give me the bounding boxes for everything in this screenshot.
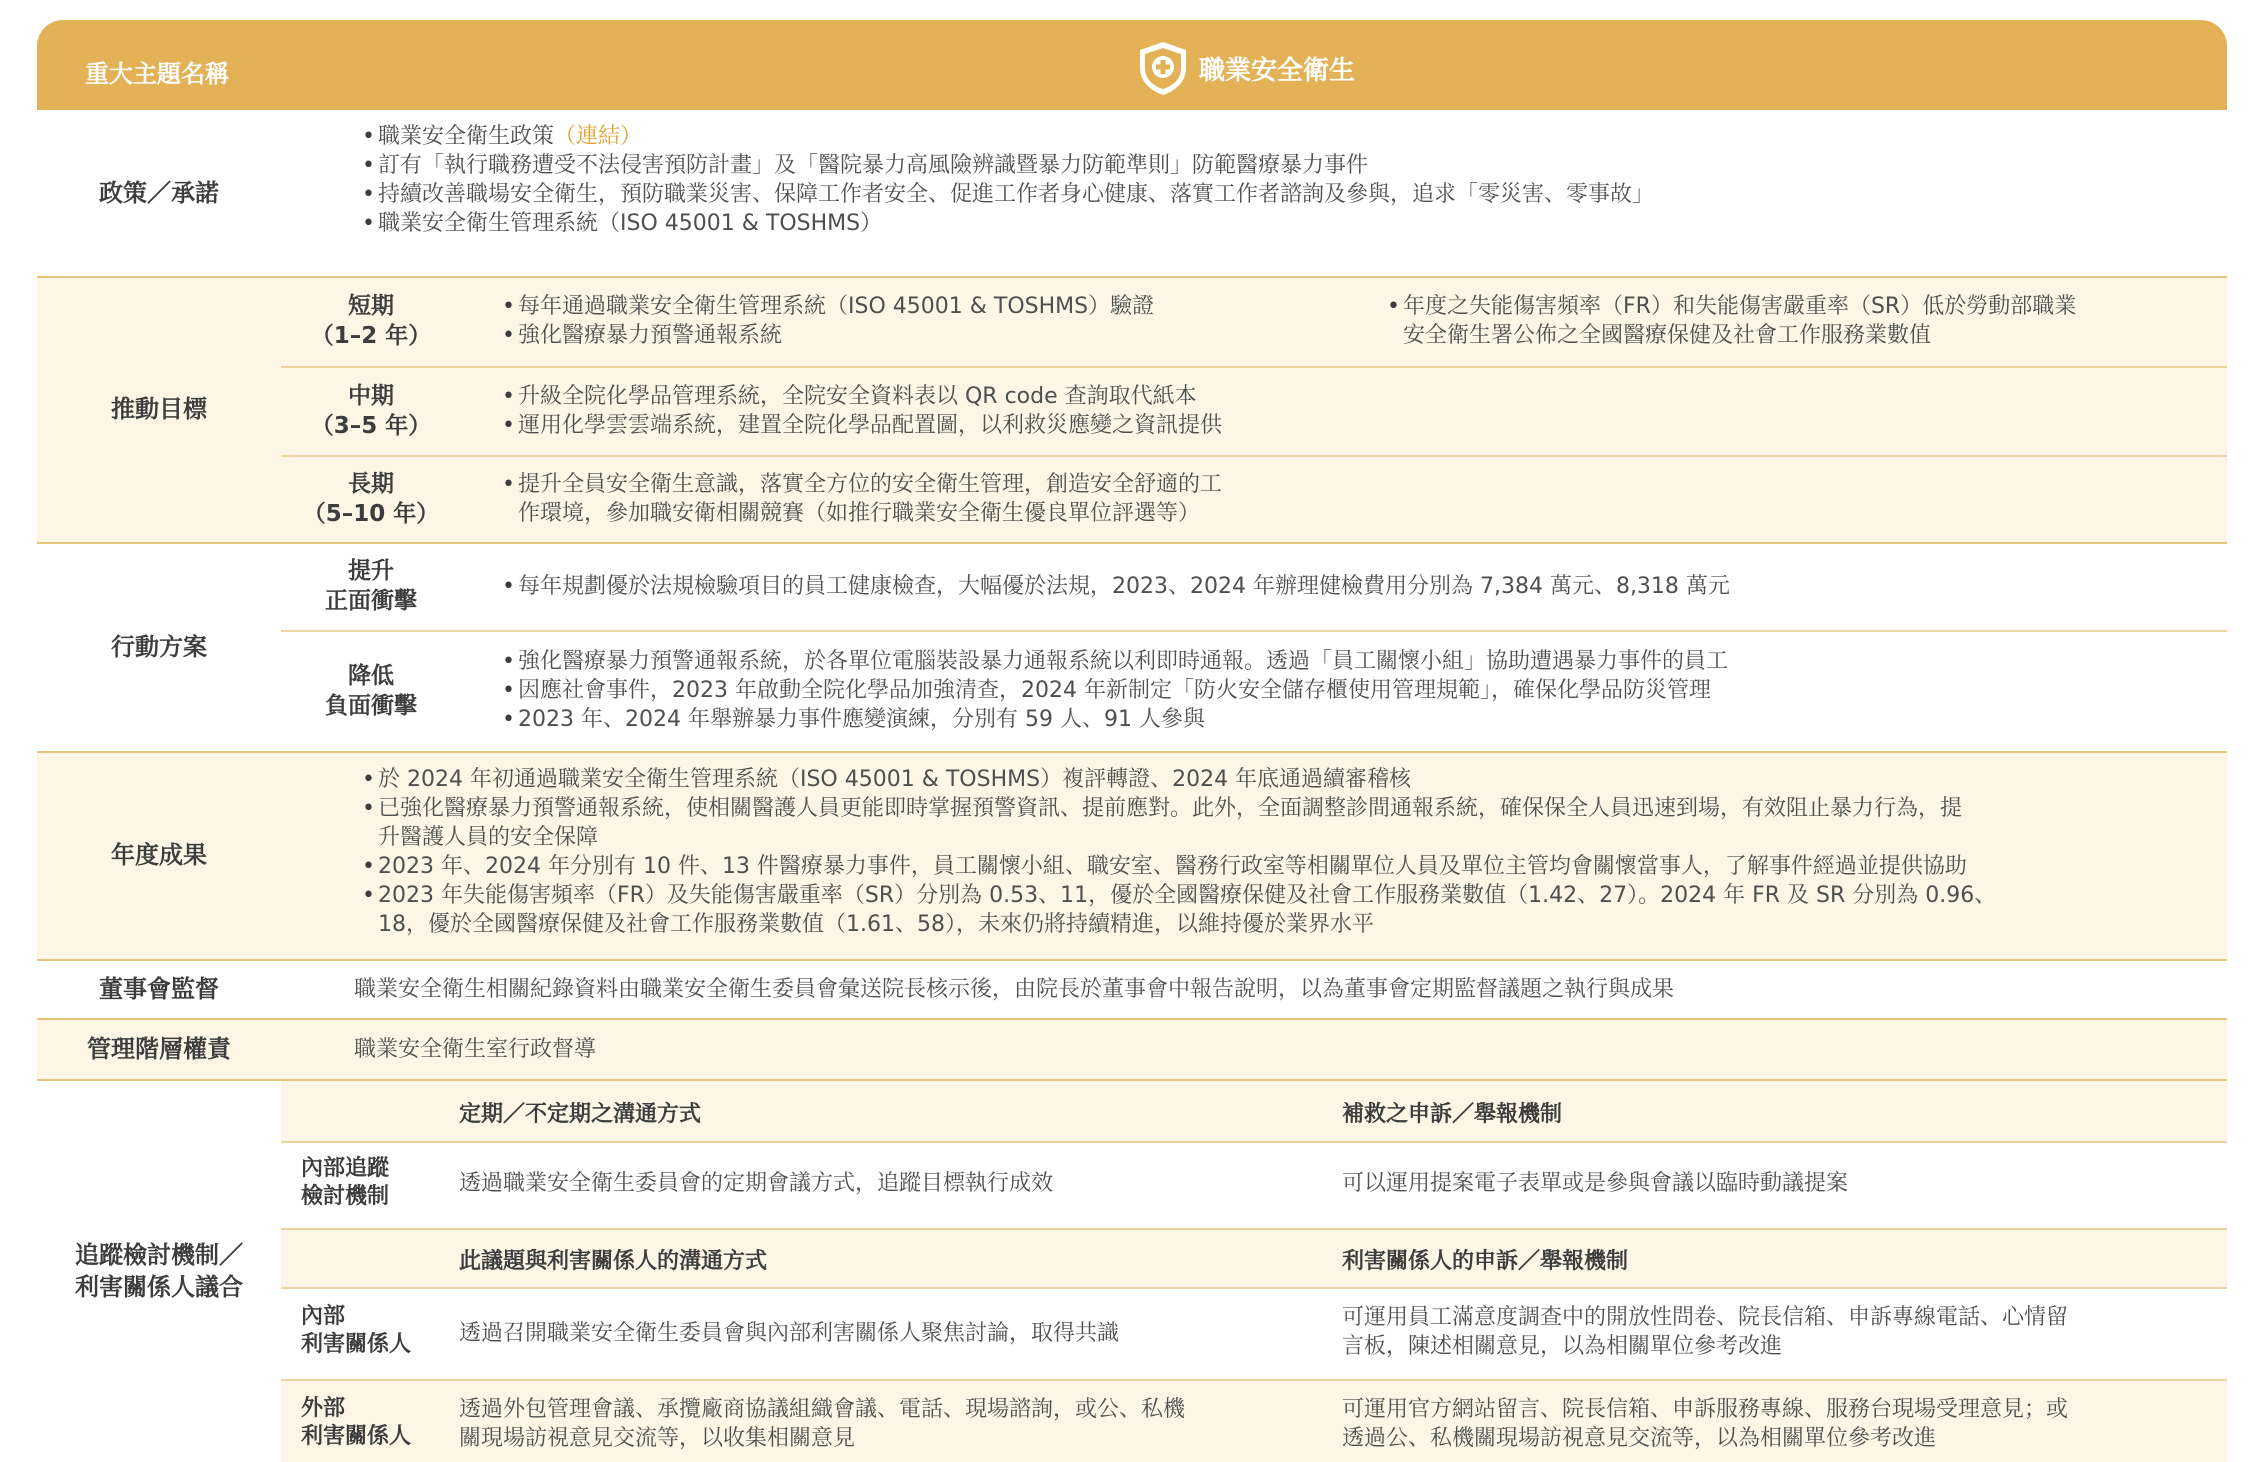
action-item: • 每年規劃優於法規檢驗項目的員工健康檢查，大幅優於法規，2023、2024 年辦理健檢費用分別為 7,384 萬元、8,318 萬元 — [502, 572, 1730, 601]
external-stakeholder-label: 外部 利害關係人 — [301, 1396, 412, 1449]
topic-table — [37, 20, 2227, 1451]
short-term-list — [502, 292, 1154, 350]
table-header — [37, 20, 2227, 110]
goals-label: 推動目標 — [111, 395, 207, 424]
shield-cross-icon — [1137, 40, 1189, 96]
column-title: 此議題與利害關係人的溝通方式 — [459, 1249, 768, 1274]
policy-list — [362, 122, 1654, 238]
mid-term-list — [502, 382, 1222, 440]
result-item: • 2023 年失能傷害頻率（FR）及失能傷害嚴重率（SR）分別為 0.53、11，優於全國醫療保健及社會工作服務業數值（1.42、27）。2024 年 FR 及 SR 分別為 0.96、 — [362, 881, 1996, 910]
goal-item: • 運用化學雲雲端系統，建置全院化學品配置圖，以利救災應變之資訊提供 — [502, 411, 1222, 440]
divider — [281, 630, 2227, 632]
column-title: 補救之申訴／舉報機制 — [1342, 1102, 1563, 1127]
divider — [281, 455, 2227, 457]
goals-section — [37, 278, 2227, 542]
external-stakeholder-left: 透過外包管理會議、承攬廠商協議組織會議、電話、現場諮詢，或公、私機 關現場訪視意見交流等，以收集相關意見 — [459, 1397, 1186, 1451]
internal-review-left: 透過職業安全衛生委員會的定期會議方式，追蹤目標執行成效 — [459, 1171, 1054, 1196]
mid-term-label: 中期 （3–5 年） — [310, 382, 432, 439]
goal-item: • 每年通過職業安全衛生管理系統（ISO 45001 & TOSHMS）驗證 — [502, 292, 1154, 321]
results-label: 年度成果 — [111, 841, 207, 870]
results-section — [37, 753, 2227, 959]
result-item: • 2023 年、2024 年分別有 10 件、13 件醫療暴力事件，員工關懷小組、職安室、醫務行政室等相關單位人員及單位主管均會關懷當事人，了解事件經過並提供協助 — [362, 852, 1996, 881]
management-section — [37, 1020, 2227, 1079]
management-label: 管理階層權責 — [87, 1034, 231, 1063]
internal-review-right: 可以運用提案電子表單或是參與會議以臨時動議提案 — [1342, 1171, 1849, 1196]
tracking-label: 追蹤檢討機制／ 利害關係人議合 — [75, 1241, 243, 1301]
policy-item: • 職業安全衛生管理系統（ISO 45001 & TOSHMS） — [362, 209, 1654, 238]
column-title: 定期／不定期之溝通方式 — [459, 1102, 702, 1127]
divider — [281, 1287, 2227, 1289]
column-title: 利害關係人的申訴／舉報機制 — [1342, 1249, 1629, 1274]
actions-section — [37, 544, 2227, 751]
policy-item: • 訂有「執行職務遭受不法侵害預防計畫」及「醫院暴力高風險辨識暨暴力防範準則」防範醫療暴力事件 — [362, 151, 1654, 180]
board-text: 職業安全衛生相關紀錄資料由職業安全衛生委員會彙送院長核示後，由院長於董事會中報告說明，以為董事會定期監督議題之執行與成果 — [354, 977, 1675, 1002]
policy-label: 政策／承諾 — [99, 179, 219, 208]
policy-section — [37, 110, 2227, 278]
positive-impact-list — [502, 572, 1730, 601]
tracking-section — [37, 1081, 2227, 1462]
goal-item: • 年度之失能傷害頻率（FR）和失能傷害嚴重率（SR）低於勞動部職業 — [1387, 292, 2076, 321]
actions-label: 行動方案 — [111, 632, 207, 661]
external-stakeholder-right: 可運用官方網站留言、院長信箱、申訴服務專線、服務台現場受理意見；或 透過公、私機關現場訪視意見交流等，以為相關單位參考改進 — [1342, 1397, 2069, 1451]
internal-review-label: 內部追蹤 檢討機制 — [301, 1156, 390, 1209]
board-label: 董事會監督 — [99, 974, 219, 1003]
policy-link[interactable]: （連結） — [554, 124, 643, 149]
internal-stakeholder-left: 透過召開職業安全衛生委員會與內部利害關係人聚焦討論，取得共識 — [459, 1321, 1120, 1346]
result-item: • 於 2024 年初通過職業安全衛生管理系統（ISO 45001 & TOSHMS）複評轉證、2024 年底通過續審稽核 — [362, 765, 1996, 794]
board-section — [37, 961, 2227, 1018]
short-term-right-list: • 年度之失能傷害頻率（FR）和失能傷害嚴重率（SR）低於勞動部職業 安全衛生署公佈之全國醫療保健及社會工作服務業數值 — [1387, 292, 2076, 350]
negative-impact-list — [502, 647, 1728, 734]
header-topic — [1137, 40, 1355, 96]
long-term-label: 長期 （5–10 年） — [302, 470, 440, 527]
divider — [281, 366, 2227, 368]
internal-stakeholder-label: 內部 利害關係人 — [301, 1304, 412, 1357]
negative-impact-label: 降低 負面衝擊 — [325, 662, 417, 719]
goal-item: • 提升全員安全衛生意識，落實全方位的安全衛生管理，創造安全舒適的工 — [502, 470, 1222, 499]
goal-item: • 升級全院化學品管理系統，全院安全資料表以 QR code 查詢取代紙本 — [502, 382, 1222, 411]
divider — [281, 1141, 2227, 1143]
results-list: • 於 2024 年初通過職業安全衛生管理系統（ISO 45001 & TOSHMS）複評轉證、2024 年底通過續審稽核 • 已強化醫療暴力預警通報系統，使相關醫護人員更能即時掌握預警資訊、提前應對。此外，全面調整診間通報系統，確保保全人員迅速到場，有效阻止暴力行為，提 升醫護人員的安全保障 • 2023 年、2024 年分別有 10 件、13 件醫療暴力事件，員工關懷小組、職安室、醫務行政室等相關單位人員及單位主管均會關懷當事人，了解事件經過並提供協助 • 2023 年失能傷害頻率（FR）及失能傷害嚴重率（SR）分別為 0.53、11，優於全國醫療保健及社會工作服務業數值（1.42、27）。2024 年 FR 及 SR 分別為 0.96、 18，優於全國醫療保健及社會工作服務業數值（1.61、58），未來仍將持續精進，以維持優於業界水平 — [362, 765, 1996, 939]
result-item: • 已強化醫療暴力預警通報系統，使相關醫護人員更能即時掌握預警資訊、提前應對。此外，全面調整診間通報系統，確保保全人員迅速到場，有效阻止暴力行為，提 — [362, 794, 1996, 823]
positive-impact-label: 提升 正面衝擊 — [325, 558, 417, 614]
action-item: • 2023 年、2024 年舉辦暴力事件應變演練，分別有 59 人、91 人參與 — [502, 705, 1728, 734]
policy-item: • 持續改善職場安全衛生，預防職業災害、保障工作者安全、促進工作者身心健康、落實工作者諮詢及參與，追求「零災害、零事故」 — [362, 180, 1654, 209]
action-item: • 強化醫療暴力預警通報系統，於各單位電腦裝設暴力通報系統以利即時通報。透過「員工關懷小組」協助遭遇暴力事件的員工 — [502, 647, 1728, 676]
internal-stakeholder-right: 可運用員工滿意度調查中的開放性問卷、院長信箱、申訴專線電話、心情留 言板，陳述相關意見，以為相關單位參考改進 — [1342, 1305, 2069, 1359]
policy-item: • 職業安全衛生政策（連結） — [362, 122, 1654, 151]
management-text: 職業安全衛生室行政督導 — [354, 1037, 597, 1062]
header-label: 重大主題名稱 — [85, 60, 229, 88]
short-term-label: 短期 （1–2 年） — [310, 293, 432, 349]
goal-item: • 強化醫療暴力預警通報系統 — [502, 321, 1154, 350]
action-item: • 因應社會事件，2023 年啟動全院化學品加強清查，2024 年新制定「防火安全儲存櫃使用管理規範」，確保化學品防災管理 — [502, 676, 1728, 705]
long-term-list: • 提升全員安全衛生意識，落實全方位的安全衛生管理，創造安全舒適的工 作環境，參加職安衛相關競賽（如推行職業安全衛生優良單位評選等） — [502, 470, 1222, 528]
header-topic-title: 職業安全衛生 — [1199, 55, 1356, 86]
